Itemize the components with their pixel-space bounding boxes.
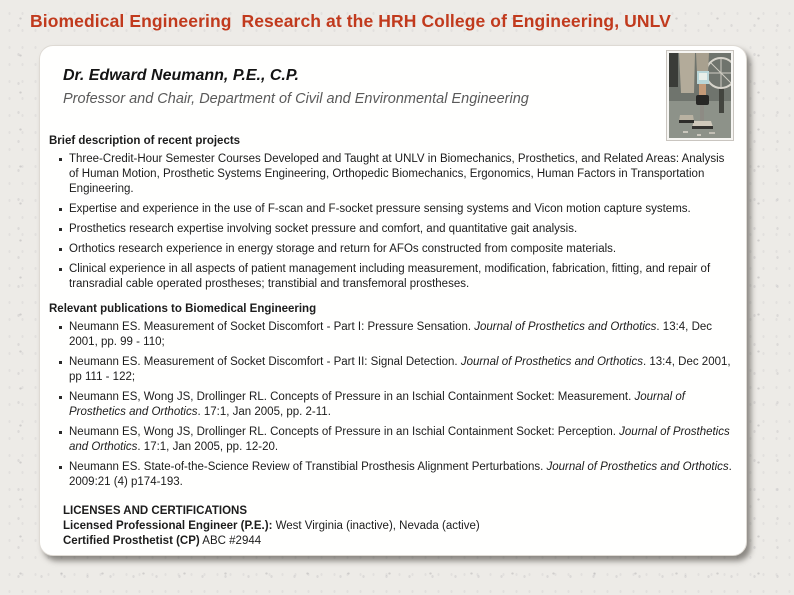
person-name: Dr. Edward Neumann, P.E., C.P. — [63, 67, 299, 84]
publication-bullet-item — [49, 355, 733, 385]
publication-text: . 13:4, Dec 2001, pp. 99 - 110; — [69, 321, 713, 348]
licenses-section — [63, 504, 733, 549]
publications-list — [49, 320, 733, 490]
publication-text: Neumann ES. Measurement of Socket Discomfort - Part I: Pressure Sensation. — [69, 321, 475, 333]
publication-bullet-item — [49, 425, 733, 455]
licenses-lines — [63, 519, 733, 549]
license-label: Certified Prosthetist (CP) — [63, 535, 200, 547]
publication-text: . 17:1, Jan 2005, pp. 12-20. — [137, 441, 279, 453]
prosthetic-leg-photo — [667, 51, 733, 140]
publication-bullet-item — [49, 390, 733, 420]
publication-text: Neumann ES. State-of-the-Science Review of Transtibial Prosthesis Alignment Perturbations. — [69, 461, 547, 473]
publication-text: Neumann ES. Measurement of Socket Discomfort - Part II: Signal Detection. — [69, 356, 461, 368]
publication-text: . 17:1, Jan 2005, pp. 2-11. — [197, 406, 331, 418]
publication-text: Neumann ES, Wong JS, Drollinger RL. Concepts of Pressure in an Ischial Containment Socket: Perception. — [69, 426, 620, 438]
projects-list — [49, 152, 733, 292]
licenses-heading: LICENSES AND CERTIFICATIONS — [63, 505, 248, 517]
publication-text: . 13:4, Dec 2001, pp 111 - 122; — [69, 356, 731, 383]
journal-name: Journal of Prosthetics and Orthotics — [460, 356, 643, 368]
projects-heading: Brief description of recent projects — [49, 135, 241, 147]
slide-title: Biomedical Engineering Research at the HRH College of Engineering, UNLV — [30, 11, 671, 31]
publication-bullet-item — [49, 460, 733, 490]
publication-text: Neumann ES, Wong JS, Drollinger RL. Concepts of Pressure in an Ischial Containment Socket: Measurement. — [69, 391, 635, 403]
journal-name: Journal of Prosthetics and Orthotics — [546, 461, 729, 473]
license-value: ABC #2944 — [199, 535, 262, 547]
content-card — [39, 45, 747, 556]
publications-heading: Relevant publications to Biomedical Engineering — [49, 303, 317, 315]
project-bullet-item: Clinical experience in all aspects of patient management including measurement, modification, fabrication, fitting, and repair of transradial cable operated prostheses; transtibial and transfemoral prostheses. — [49, 262, 733, 292]
project-bullet-item: Three-Credit-Hour Semester Courses Developed and Taught at UNLV in Biomechanics, Prosthetics, and Related Areas: Analysis of Human Motion, Prosthetic Systems Engineering, Orthopedic Biomechanics, Ergonomics, Human Factors in Transportation Engineering. — [49, 152, 733, 197]
person-title: Professor and Chair, Department of Civil and Environmental Engineering — [63, 91, 529, 107]
license-value: West Virginia (inactive), Nevada (active) — [272, 520, 480, 532]
journal-name: Journal of Prosthetics and Orthotics — [474, 321, 657, 333]
project-bullet-item: Prosthetics research expertise involving socket pressure and comfort, and quantitative gait analysis. — [49, 222, 733, 237]
project-bullet-item: Orthotics research experience in energy storage and return for AFOs constructed from composite materials. — [49, 242, 733, 257]
publication-text: . 2009:21 (4) p174-193. — [69, 461, 732, 488]
license-line — [63, 534, 733, 549]
project-bullet-item: Expertise and experience in the use of F-scan and F-socket pressure sensing systems and Vicon motion capture systems. — [49, 202, 733, 217]
journal-name: Journal of Prosthetics and Orthotics — [69, 391, 685, 418]
publication-bullet-item — [49, 320, 733, 350]
license-line — [63, 519, 733, 534]
card-body — [49, 134, 733, 549]
license-label: Licensed Professional Engineer (P.E.): — [63, 520, 273, 532]
journal-name: Journal of Prosthetics and Orthotics — [69, 426, 730, 453]
